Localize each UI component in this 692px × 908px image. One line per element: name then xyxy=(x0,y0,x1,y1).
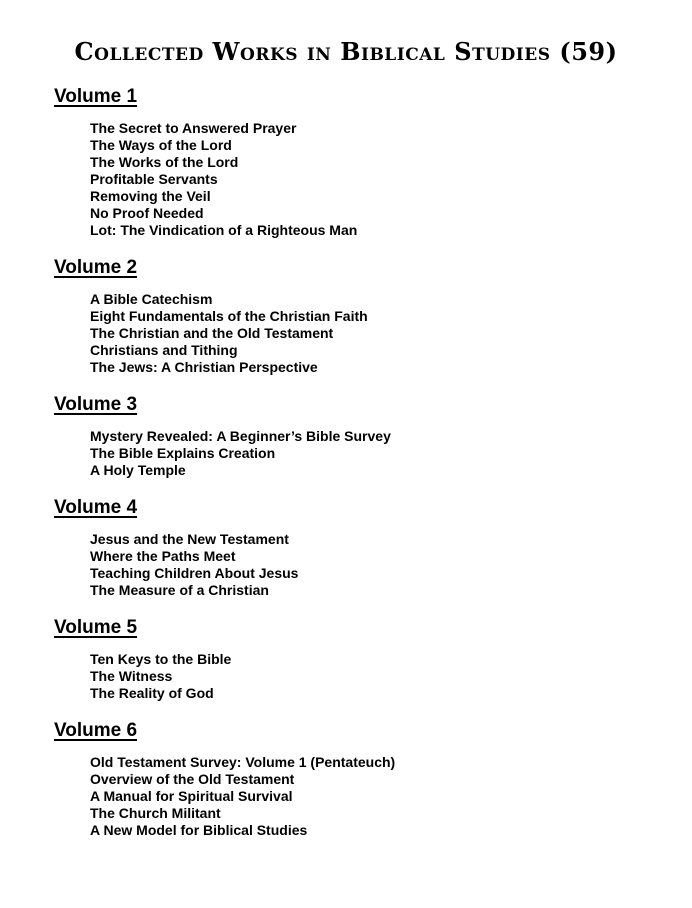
book-title: The Church Militant xyxy=(90,805,221,821)
book-title: Overview of the Old Testament xyxy=(90,771,295,787)
volume-heading: Volume 1 xyxy=(54,86,138,107)
volume-heading: Volume 3 xyxy=(54,394,138,415)
book-title: The Works of the Lord xyxy=(90,154,239,170)
volume-title-list xyxy=(90,651,692,702)
book-title: Ten Keys to the Bible xyxy=(90,651,232,667)
volume-section-1 xyxy=(0,84,692,239)
volume-title-list xyxy=(90,531,692,599)
book-title: Christians and Tithing xyxy=(90,342,238,358)
volume-section-5 xyxy=(0,615,692,702)
volume-heading: Volume 5 xyxy=(54,617,138,638)
volume-section-3 xyxy=(0,392,692,479)
volume-section-6 xyxy=(0,718,692,839)
book-title: The Christian and the Old Testament xyxy=(90,325,334,341)
book-title: Old Testament Survey: Volume 1 (Pentateuch) xyxy=(90,754,396,770)
page-title: Collected Works in Biblical Studies (59) xyxy=(74,37,618,66)
volume-heading: Volume 2 xyxy=(54,257,138,278)
book-title: The Measure of a Christian xyxy=(90,582,269,598)
book-title: A New Model for Biblical Studies xyxy=(90,822,308,838)
book-title: Eight Fundamentals of the Christian Faith xyxy=(90,308,368,324)
book-title: The Witness xyxy=(90,668,173,684)
book-title: A Bible Catechism xyxy=(90,291,213,307)
volume-title-list xyxy=(90,120,692,239)
book-title: Teaching Children About Jesus xyxy=(90,565,299,581)
volume-title-list xyxy=(90,428,692,479)
book-title: A Manual for Spiritual Survival xyxy=(90,788,293,804)
book-title: Removing the Veil xyxy=(90,188,211,204)
book-title: The Bible Explains Creation xyxy=(90,445,276,461)
book-title: The Secret to Answered Prayer xyxy=(90,120,297,136)
book-title: Jesus and the New Testament xyxy=(90,531,289,547)
volume-heading: Volume 4 xyxy=(54,497,138,518)
book-title: Mystery Revealed: A Beginner’s Bible Survey xyxy=(90,428,391,444)
volume-heading: Volume 6 xyxy=(54,720,138,741)
book-title: The Jews: A Christian Perspective xyxy=(90,359,318,375)
book-title: The Ways of the Lord xyxy=(90,137,232,153)
book-title: Lot: The Vindication of a Righteous Man xyxy=(90,222,358,238)
volume-list xyxy=(0,84,692,839)
book-title: The Reality of God xyxy=(90,685,214,701)
book-title: Profitable Servants xyxy=(90,171,218,187)
book-title: No Proof Needed xyxy=(90,205,204,221)
volume-title-list xyxy=(90,291,692,376)
book-title: Where the Paths Meet xyxy=(90,548,236,564)
volume-title-list xyxy=(90,754,692,839)
volume-section-4 xyxy=(0,495,692,599)
book-title: A Holy Temple xyxy=(90,462,186,478)
volume-section-2 xyxy=(0,255,692,376)
